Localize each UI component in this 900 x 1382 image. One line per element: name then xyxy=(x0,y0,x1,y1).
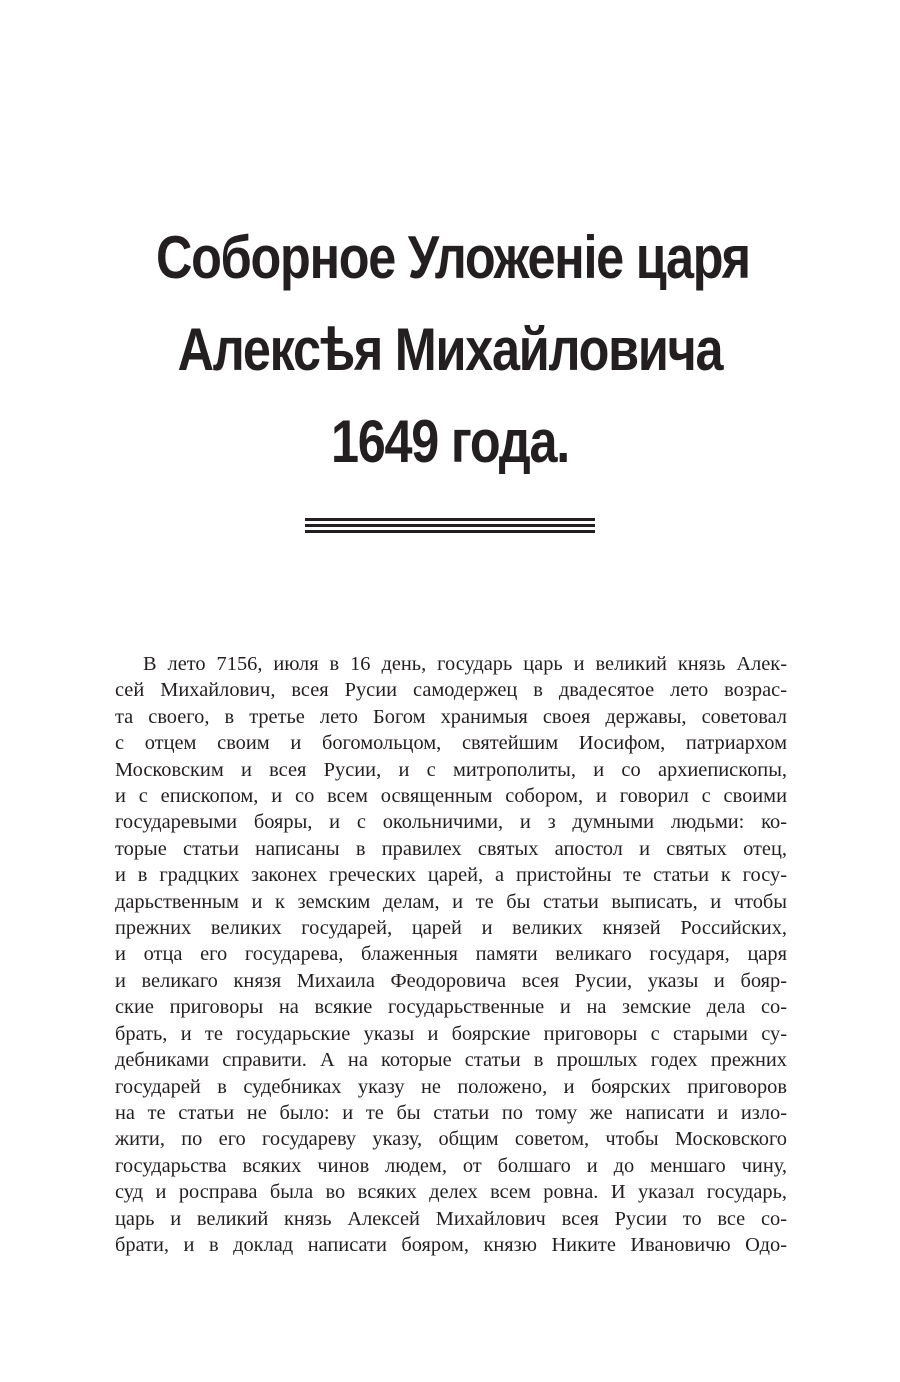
text-line: государьства всяких чинов людем, от болшаго и до меншаго чину, xyxy=(115,1154,787,1177)
text-line: ские приговоры на всякие государьственные и на земские дела со- xyxy=(115,996,787,1019)
text-line: торые статьи написаны в правилех святых апостол и святых отец, xyxy=(115,837,787,860)
chapter-title xyxy=(156,212,750,488)
text-line: царь и великий князь Алексей Михайлович всея Русии то все со- xyxy=(115,1207,787,1230)
chapter-title-line-2: Алексѣя Михайловича xyxy=(177,316,723,383)
body-paragraph xyxy=(115,651,787,1258)
text-line: Московским и всея Русии, и с митрополиты, и со архиепископы, xyxy=(115,758,787,781)
text-line: сей Михайлович, всея Русии самодержец в двадесятое лето возрас- xyxy=(115,679,787,702)
text-line: и великаго князя Михаила Феодоровича всея Русии, указы и бояр- xyxy=(115,969,787,992)
text-line: и отца его государева, блаженныя памяти великаго государя, царя xyxy=(115,943,787,966)
chapter-title-line-3: 1649 года. xyxy=(330,408,570,475)
text-line: государей в судебниках указу не положено, и боярских приговоров xyxy=(115,1075,787,1098)
divider-rule xyxy=(305,524,595,527)
text-line: государевыми бояры, и с окольничими, и з думными людьми: ко- xyxy=(115,811,787,834)
divider-rule xyxy=(305,518,595,521)
text-line: В лето 7156, июля в 16 день, государь царь и великий князь Алек- xyxy=(143,653,787,675)
text-line: и с епископом, и со всем освященным собором, и говорил с своими xyxy=(115,785,787,808)
text-line: та своего, в третье лето Богом хранимыя своея державы, советовал xyxy=(115,705,787,728)
text-line: суд и росправа была во всяких делех всем ровна. И указал государь, xyxy=(115,1181,787,1204)
divider-rule xyxy=(305,530,595,533)
text-line: брать, и те государьские указы и боярские приговоры с старыми су- xyxy=(115,1022,787,1045)
text-line: брати, и в доклад написати бояром, князю Никите Ивановичю Одо- xyxy=(115,1233,787,1256)
text-line: дарьственным и к земским делам, и те бы статьи выписать, и чтобы xyxy=(115,890,787,913)
text-line: на те статьи не было: и те бы статьи по тому же написати и изло- xyxy=(115,1101,787,1124)
title-divider-ornament xyxy=(305,518,595,533)
text-line: прежних великих государей, царей и великих князей Российских, xyxy=(115,917,787,940)
chapter-title-line-1: Соборное Уложенiе царя xyxy=(156,224,750,291)
text-line: жити, по его государеву указу, общим советом, чтобы Московского xyxy=(115,1128,787,1151)
text-line: с отцем своим и богомольцом, святейшим Иосифом, патриархом xyxy=(115,732,787,755)
text-line: дебниками справити. А на которые статьи в прошлых годех прежних xyxy=(115,1049,787,1072)
text-line: и в градцких законех греческих царей, а пристойны те статьи к госу- xyxy=(115,864,787,887)
